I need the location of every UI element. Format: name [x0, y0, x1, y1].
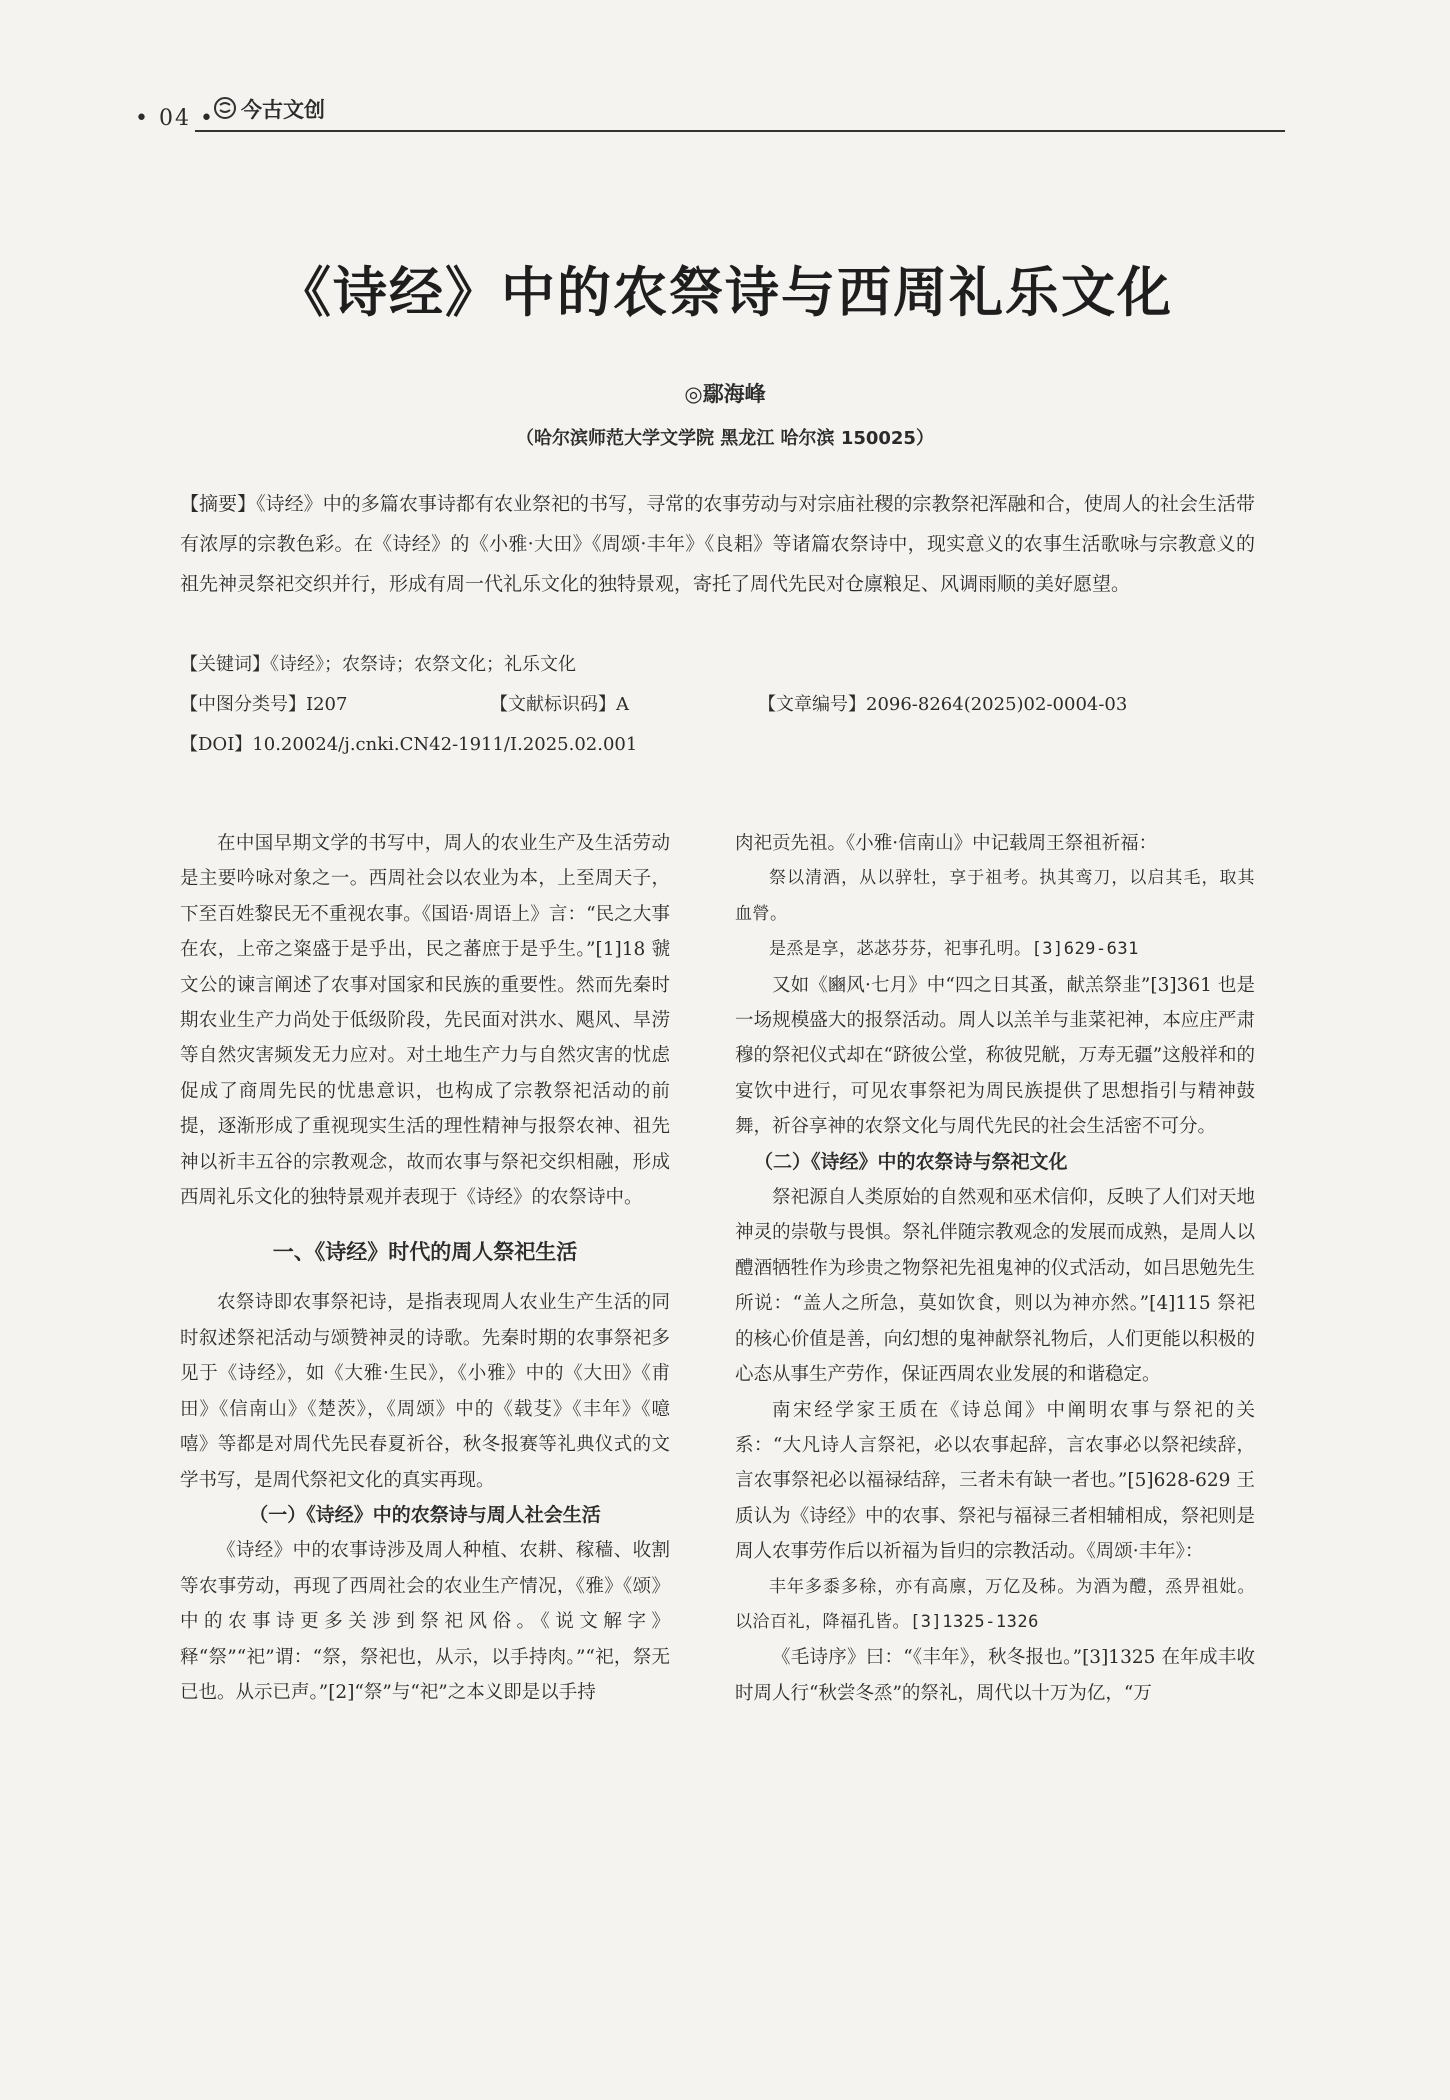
abstract — [180, 484, 1255, 604]
affiliation: （哈尔滨师范大学文学院 黑龙江 哈尔滨 150025） — [516, 428, 934, 449]
header-rule — [195, 130, 1285, 132]
author: ◎鄢海峰 — [684, 382, 766, 406]
journal-name: 今古文创 — [241, 98, 325, 122]
quotation: 丰年多黍多稌，亦有高廪，万亿及秭。为酒为醴，烝畀祖妣。以洽百礼，降福孔皆。[3]1325-1326 — [735, 1576, 1255, 1632]
abstract-text: 【摘要】《诗经》中的多篇农事诗都有农业祭祀的书写，寻常的农事劳动与对宗庙社稷的宗教祭祀浑融和合，使周人的社会生活带有浓厚的宗教色彩。在《诗经》的《小雅·大田》《周颂·丰年》《良耜》等诸篇农祭诗中，现实意义的农事生活歌咏与宗教意义的祖先神灵祭祀交织并行，形成有周一代礼乐文化的独特景观，寄托了周代先民对仓廪粮足、风调雨顺的美好愿望。 — [180, 493, 1255, 595]
keywords: 【关键词】《诗经》；农祭诗；农祭文化；礼乐文化 — [180, 654, 576, 675]
journal-logo-icon — [213, 96, 237, 120]
left-column — [180, 826, 670, 1710]
doi: 【DOI】10.20024/j.cnki.CN42-1911/I.2025.02.001 — [180, 734, 638, 755]
section-heading: 一、《诗经》时代的周人祭祀生活 — [272, 1240, 578, 1265]
clc-number: 【中图分类号】I207 — [180, 694, 348, 715]
paragraph: 祭祀源自人类原始的自然观和巫术信仰，反映了人们对天地神灵的崇敬与畏惧。祭礼伴随宗教观念的发展而成熟，是周人以醴酒牺牲作为珍贵之物祭祀先祖鬼神的仪式活动，如吕思勉先生所说：“盖人之所急，莫如饮食，则以为神亦然。”[4]115 祭祀的核心价值是善，向幻想的鬼神献祭礼物后，人们更能以积极的心态从事生产劳作，保证西周农业发展的和谐稳定。 — [735, 1187, 1255, 1386]
article-title: 《诗经》中的农祭诗与西周礼乐文化 — [277, 261, 1173, 324]
paragraph: 在中国早期文学的书写中，周人的农业生产及生活劳动是主要吟咏对象之一。西周社会以农业为本，上至周天子，下至百姓黎民无不重视农事。《国语·周语上》言：“民之大事在农，上帝之粢盛于是乎出，民之蕃庶于是乎生。”[1]18 虢文公的谏言阐述了农事对国家和民族的重要性。然而先秦时期农业生产力尚处于低级阶段，先民面对洪水、飓风、旱涝等自然灾害频发无力应对。对土地生产力与自然灾害的忧虑促成了商周先民的忧患意识，也构成了宗教祭祀活动的前提，逐渐形成了重视现实生活的理性精神与报祭农神、祖先神以祈丰五谷的宗教观念，故而农事与祭祀交织相融，形成西周礼乐文化的独特景观并表现于《诗经》的农祭诗中。 — [180, 833, 670, 1209]
paragraph: 《诗经》中的农事诗涉及周人种植、农耕、稼穑、收割等农事劳动，再现了西周社会的农业生产情况，《雅》《颂》中的农事诗更多关涉到祭祀风俗。《说文解字》释“祭”“祀”谓：“祭，祭祀也，从示，以手持肉。”“祀，祭无已也。从示已声。”[2]“祭”与“祀”之本义即是以手持 — [180, 1540, 670, 1703]
quotation: 祭以清酒，从以骍牡，享于祖考。执其鸾刀，以启其毛，取其血膋。 — [735, 868, 1255, 924]
subsection-heading: （一）《诗经》中的农祭诗与周人社会生活 — [249, 1503, 601, 1526]
right-column — [735, 826, 1255, 1711]
article-number: 【文章编号】2096-8264(2025)02-0004-03 — [758, 694, 1128, 715]
paragraph: 又如《豳风·七月》中“四之日其蚤，献羔祭韭”[3]361 也是一场规模盛大的报祭活动。周人以羔羊与韭菜祀神，本应庄严肃穆的祭祀仪式却在“跻彼公堂，称彼兕觥，万寿无疆”这般祥和的宴饮中进行，可见农事祭祀为周民族提供了思想指引与精神鼓舞，祈谷享神的农祭文化与周代先民的社会生活密不可分。 — [735, 974, 1255, 1138]
subsection-heading: （二）《诗经》中的农祭诗与祭祀文化 — [754, 1150, 1068, 1173]
document-code: 【文献标识码】A — [490, 694, 629, 715]
paragraph: 《毛诗序》曰：“《丰年》，秋冬报也。”[3]1325 在年成丰收时周人行“秋尝冬烝”的祭礼，周代以十万为亿，“万 — [735, 1647, 1255, 1704]
quotation: 是烝是享，苾苾芬芬，祀事孔明。[3]629-631 — [769, 939, 1139, 960]
paragraph: 南宋经学家王质在《诗总闻》中阐明农事与祭祀的关系：“大凡诗人言祭祀，必以农事起辞，言农事必以祭祀续辞，言农事祭祀必以福禄结辞，三者未有缺一者也。”[5]628-629 王质认为《诗经》中的农事、祭祀与福禄三者相辅相成，祭祀则是周人农事劳作后以祈福为旨归的宗教活动。《周颂·丰年》： — [735, 1399, 1255, 1563]
paragraph: 农祭诗即农事祭祀诗，是指表现周人农业生产生活的同时叙述祭祀活动与颂赞神灵的诗歌。先秦时期的农事祭祀多见于《诗经》，如《大雅·生民》，《小雅》中的《大田》《甫田》《信南山》《楚茨》，《周颂》中的《载芟》《丰年》《噫嘻》等都是对周代先民春夏祈谷，秋冬报赛等礼典仪式的文学书写，是周代祭祀文化的真实再现。 — [180, 1292, 670, 1491]
paragraph: 肉祀贡先祖。《小雅·信南山》中记载周王祭祖祈福： — [735, 833, 1158, 854]
running-header — [135, 92, 1285, 136]
page-number: • 04 • — [135, 106, 215, 131]
